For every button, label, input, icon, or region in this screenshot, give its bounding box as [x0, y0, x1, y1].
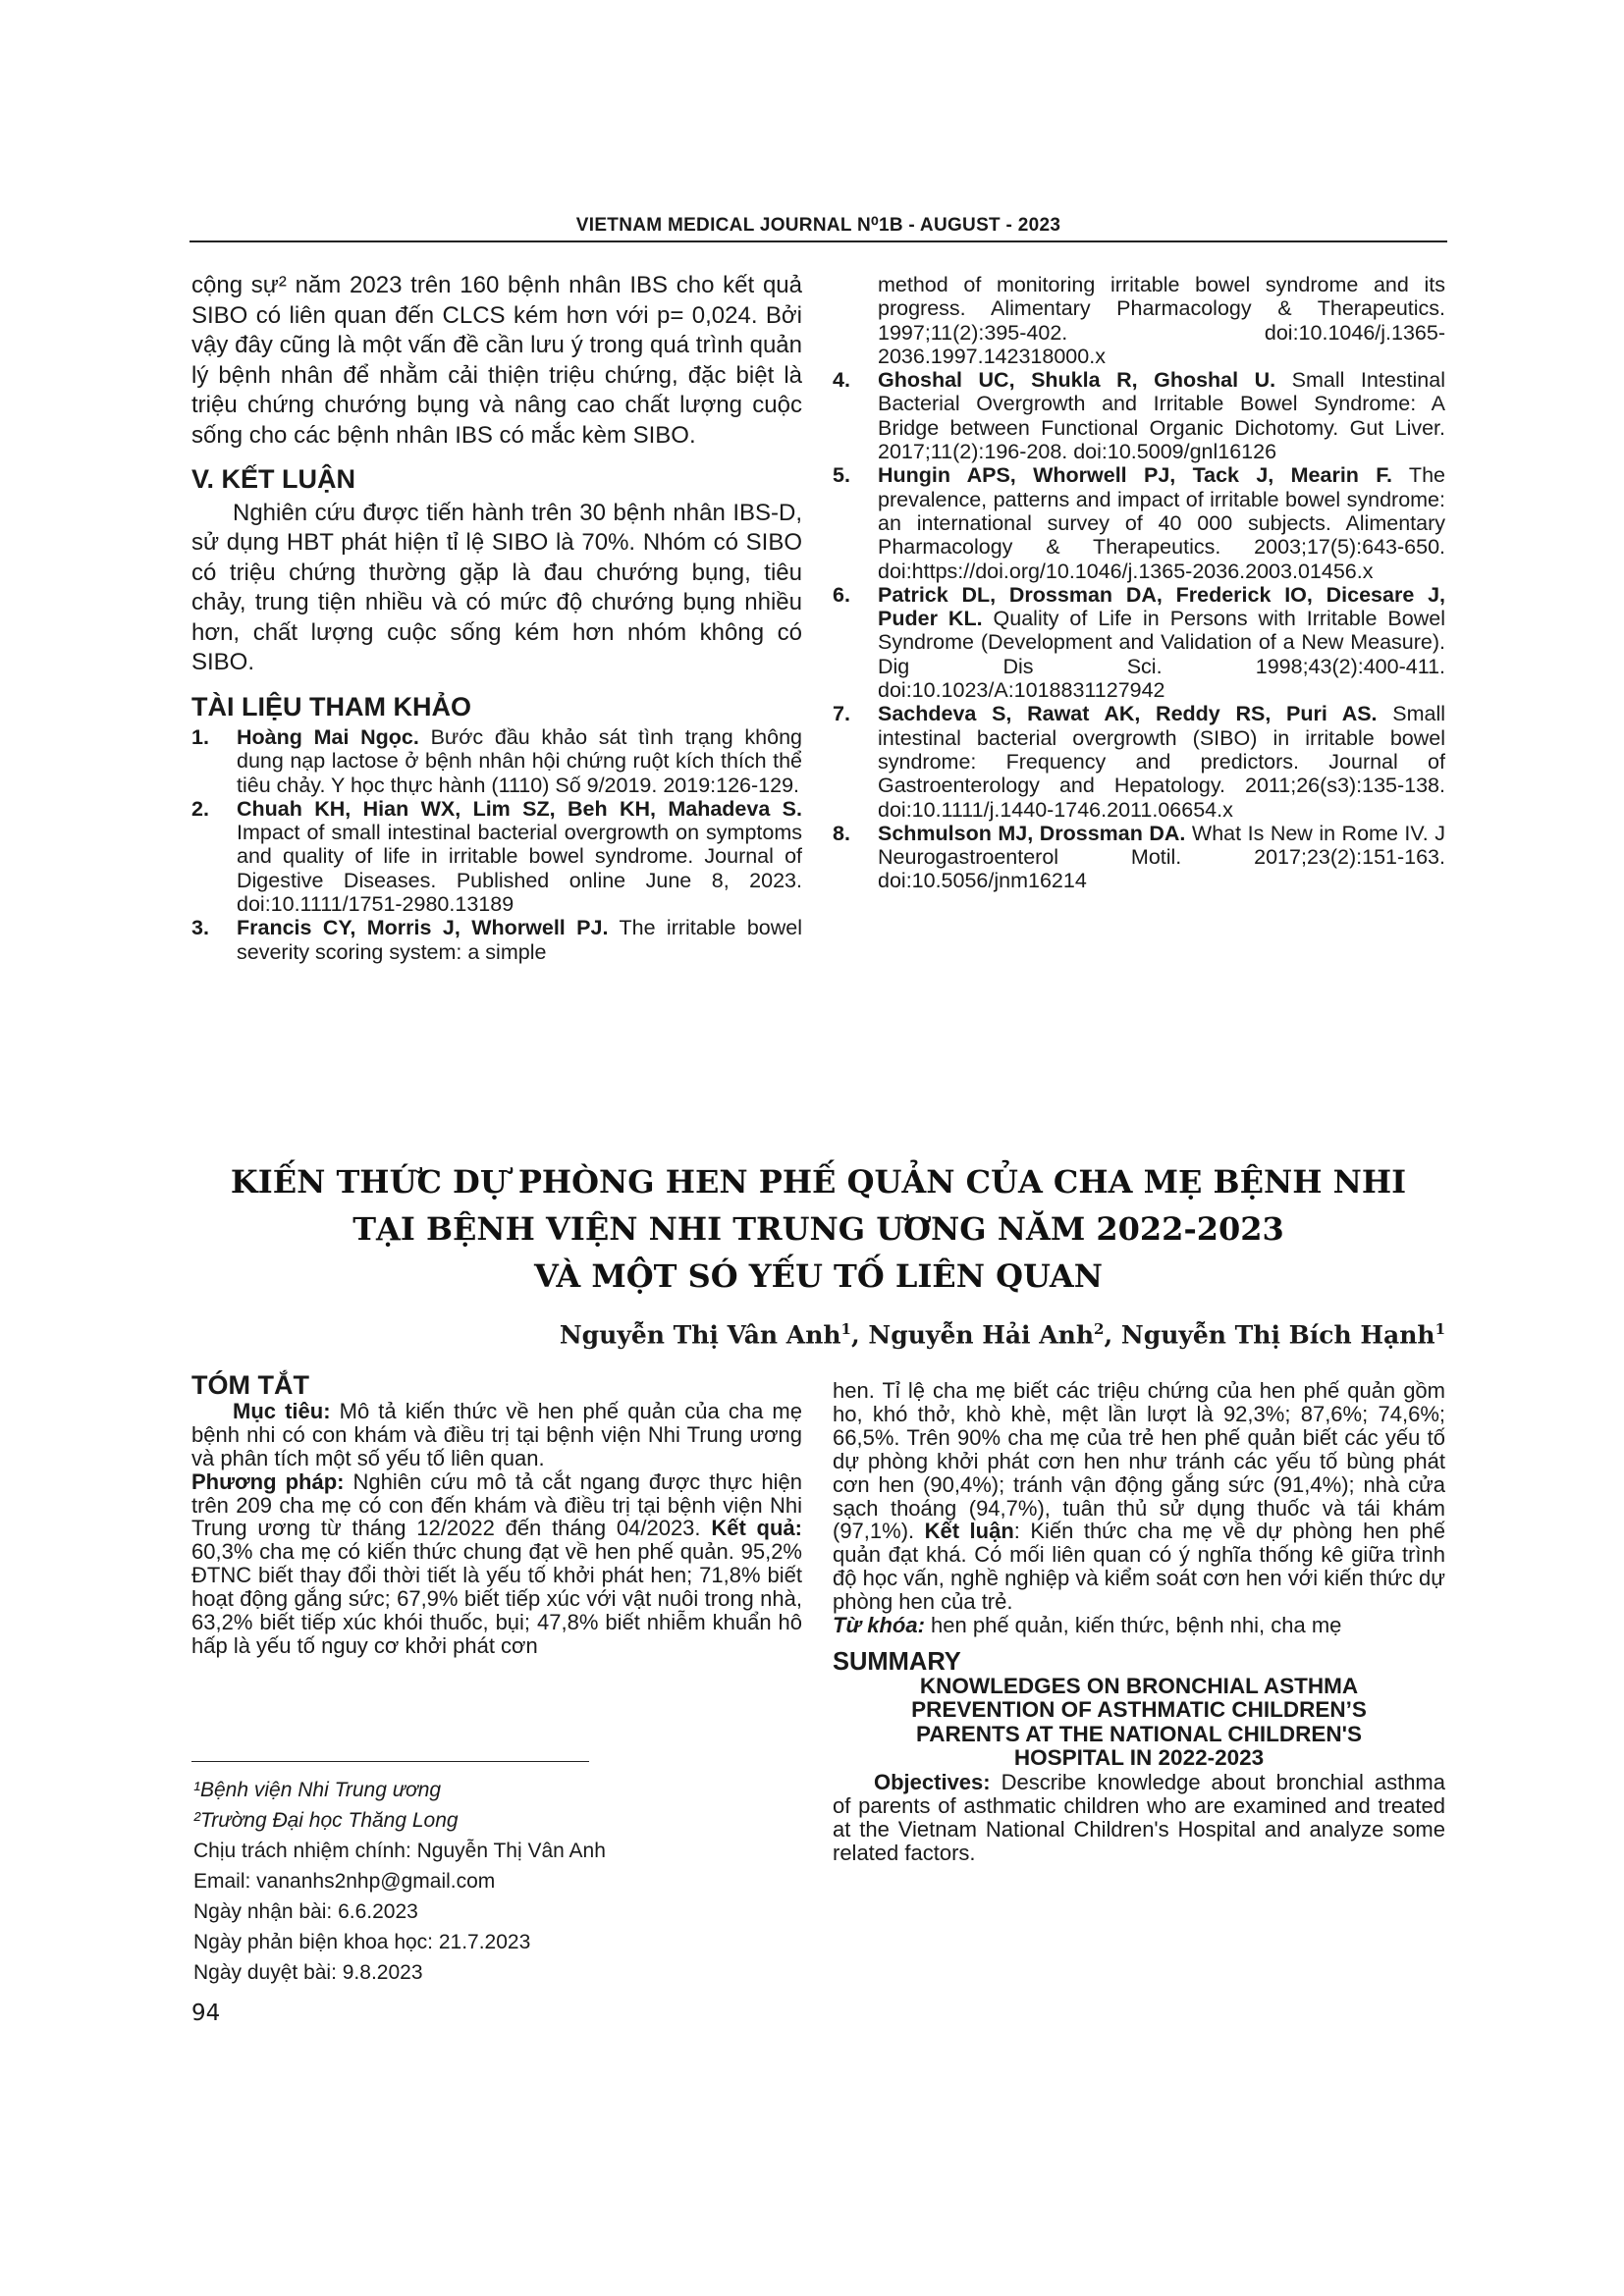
page-number: 94	[191, 2001, 221, 2026]
reference-number: 2.	[191, 796, 209, 821]
keywords	[833, 1614, 1445, 1637]
reference-text: Small intestinal bacterial overgrowth (SIBO) in irritable bowel syndrome: Frequency and predictors. Journal of Gastroenterology and Hepatology. 2011;26(s3):135-138. doi:10.1111/j.1440-1746.2011.06654.x	[878, 702, 1446, 822]
reference-item	[833, 368, 1445, 463]
objectives-label: Objectives:	[874, 1769, 991, 1794]
article-title-line: KIẾN THỨC DỰ PHÒNG HEN PHẾ QUẢN CỦA CHA MẸ BỆNH NHI	[230, 1163, 1407, 1201]
affiliation-2: ²Trường Đại học Thăng Long	[193, 1809, 459, 1832]
reference-text: Bước đầu khảo sát tình trạng không dung nạp lactose ở bệnh nhân hội chứng ruột kích thích thể tiêu chảy. Y học thực hành (1110) Số 9/2019. 2019:126-129.	[237, 725, 802, 797]
abstract-paragraph	[191, 1400, 802, 1470]
summary-title-line: HOSPITAL IN 2022-2023	[1013, 1745, 1265, 1771]
article-title	[189, 1158, 1447, 1300]
reference-item	[191, 725, 802, 797]
date-received: Ngày nhận bài: 6.6.2023	[193, 1900, 418, 1923]
abstract-right	[833, 1379, 1445, 1865]
abstract-continued-text: hen. Tỉ lệ cha mẹ biết các triệu chứng của hen phế quản gồm ho, khó thở, khò khè, mệt lần lượt là 92,3%; 87,6%; 74,6%; 66,5%. Trên 90% cha mẹ của trẻ hen phế quản biết các yếu tố dự phòng khởi phát cơn hen như tránh các yếu tố bùng phát cơn hen (90,4%); tránh vận động gắng sức (91,4%); nhà cửa sạch thoáng (94,7%), tuân thủ sử dụng thuốc và tái khám (97,1%).	[833, 1378, 1445, 1544]
reference-item	[833, 463, 1445, 582]
reference-number: 8.	[833, 821, 850, 845]
contact-email: Email: vananhs2nhp@gmail.com	[193, 1870, 496, 1893]
article-title-line: TẠI BỆNH VIỆN NHI TRUNG ƯƠNG NĂM 2022-2023	[352, 1210, 1284, 1248]
conclusion-paragraph: Nghiên cứu được tiến hành trên 30 bệnh nhân IBS-D, sử dụng HBT phát hiện tỉ lệ SIBO là 70%. Nhóm có SIBO có triệu chứng thường gặp là đau chướng bụng, tiêu chảy, trung tiện nhiều và có mức độ chướng bụng nhiều hơn, chất lượng cuộc sống kém hơn nhóm không có SIBO.	[191, 499, 802, 675]
reference-list-left	[191, 725, 802, 964]
reference-item	[833, 702, 1445, 821]
abstract-conclusion-text: : Kiến thức cha mẹ về dự phòng hen phế quản đạt khá. Có mối liên quan có ý nghĩa thống kê giữa trình độ học vấn, nghề nghiệp và kiểm soát cơn hen với kiến thức dự phòng hen của trẻ.	[833, 1519, 1445, 1615]
summary-title	[833, 1675, 1445, 1771]
author-list	[560, 1320, 1445, 1349]
method-label: Phương pháp:	[191, 1468, 345, 1494]
reference-authors: Sachdeva S, Rawat AK, Reddy RS, Puri AS.	[878, 702, 1378, 726]
summary-paragraph	[833, 1771, 1445, 1865]
references-heading: TÀI LIỆU THAM KHẢO	[191, 691, 471, 721]
header-rule	[189, 240, 1447, 242]
reference-text: Small Intestinal Bacterial Overgrowth and Irritable Bowel Syndrome: A Bridge between Functional Organic Dichotomy. Gut Liver. 2017;11(2):196-208. doi:10.5009/gnl16126	[878, 368, 1445, 464]
reference-number: 7.	[833, 702, 850, 726]
reference-item	[833, 273, 1445, 368]
reference-number: 1.	[191, 725, 209, 749]
reference-text: The irritable bowel severity scoring system: a simple	[237, 916, 803, 964]
abstract-left	[191, 1370, 802, 1658]
responsible-author: Chịu trách nhiệm chính: Nguyễn Thị Vân Anh	[193, 1840, 606, 1862]
reference-text: Quality of Life in Persons with Irritable Bowel Syndrome (Development and Validation of a New Measure). Dig Dis Sci. 1998;43(2):400-411. doi:10.1023/A:1018831127942	[878, 607, 1445, 703]
article-title-line: VÀ MỘT SÓ YẾU TỐ LIÊN QUAN	[534, 1257, 1103, 1295]
summary-title-line: KNOWLEDGES ON BRONCHIAL ASTHMA	[919, 1673, 1359, 1698]
author-name: Nguyễn Thị Vân Anh	[559, 1320, 841, 1350]
author-separator: ,	[1104, 1320, 1121, 1350]
author-separator: ,	[850, 1320, 869, 1350]
reference-authors: Chuah KH, Hian WX, Lim SZ, Beh KH, Mahadeva S.	[237, 796, 802, 821]
reference-authors: Hungin APS, Whorwell PJ, Tack J, Mearin F.	[878, 463, 1392, 488]
date-reviewed: Ngày phản biện khoa học: 21.7.2023	[193, 1931, 531, 1953]
author-name: Nguyễn Hải Anh	[868, 1320, 1094, 1350]
result-text: 60,3% cha mẹ có kiến thức chung đạt về hen phế quản. 95,2% ĐTNC biết thay đổi thời tiết là yếu tố khởi phát hen; 71,8% biết hoạt động gắng sức; 67,9% biết tiếp xúc với vật nuôi trong nhà, 63,2% biết tiếp xúc khói thuốc, bụi; 47,8% biết nhiễm khuẩn hô hấp là yếu tố nguy cơ khởi phát cơn	[191, 1539, 802, 1658]
abstract-heading: TÓM TẮT	[191, 1370, 309, 1400]
reference-list-right	[833, 273, 1445, 893]
summary-title-line: PREVENTION OF ASTHMATIC CHILDREN’S	[911, 1697, 1367, 1723]
reference-item	[833, 822, 1445, 893]
reference-number: 3.	[191, 916, 209, 940]
footnote-rule	[191, 1761, 589, 1762]
result-label: Kết quả:	[711, 1516, 802, 1541]
reference-authors: Ghoshal UC, Shukla R, Ghoshal U.	[878, 368, 1276, 393]
author-name: Nguyễn Thị Bích Hạnh	[1120, 1320, 1435, 1350]
reference-authors: Schmulson MJ, Drossman DA.	[878, 821, 1186, 845]
reference-authors: Patrick DL, Drossman DA, Frederick IO, Dicesare J, Puder KL.	[878, 582, 1445, 631]
reference-number	[833, 273, 878, 368]
objective-label: Mục tiêu:	[233, 1398, 331, 1423]
reference-authors: Hoàng Mai Ngọc.	[237, 725, 419, 749]
reference-text: The prevalence, patterns and impact of irritable bowel syndrome: an international survey of 40 000 subjects. Alimentary Pharmacology & Therapeutics. 2003;17(5):643-650. doi:https://doi.org/10.1046/j.1365-2036.2003.01456.x	[878, 463, 1445, 583]
reference-authors: Francis CY, Morris J, Whorwell PJ.	[237, 916, 609, 940]
abstract-paragraph	[191, 1470, 802, 1658]
reference-number: 4.	[833, 368, 850, 393]
reference-item	[191, 916, 802, 964]
reference-text: What Is New in Rome IV. J Neurogastroenterol Motil. 2017;23(2):151-163. doi:10.5056/jnm16214	[878, 821, 1445, 893]
left-column-top	[191, 271, 802, 964]
reference-number: 5.	[833, 463, 850, 488]
affiliation-1: ¹Bệnh viện Nhi Trung ương	[193, 1779, 442, 1801]
summary-heading: SUMMARY	[833, 1647, 961, 1676]
author-affiliation-mark: 1	[1435, 1320, 1445, 1338]
reference-item	[191, 797, 802, 916]
author-affiliation-mark: 2	[1094, 1320, 1105, 1338]
abstract-paragraph	[833, 1379, 1445, 1614]
date-accepted: Ngày duyệt bài: 9.8.2023	[193, 1961, 423, 1984]
reference-text: Impact of small intestinal bacterial overgrowth on symptoms and quality of life in irritable bowel syndrome. Journal of Digestive Diseases. Published online June 8, 2023. doi:10.1111/1751-2980.13189	[237, 821, 802, 917]
summary-title-line: PARENTS AT THE NATIONAL CHILDREN'S	[915, 1721, 1363, 1746]
reference-number: 6.	[833, 582, 850, 607]
conclusion-heading: V. KẾT LUẬN	[191, 464, 356, 494]
method-text: Nghiên cứu mô tả cắt ngang được thực hiện trên 209 cha mẹ có con đến khám và điều trị tại bệnh viện Nhi Trung ương từ tháng 12/2022 đến tháng 04/2023.	[191, 1468, 802, 1541]
objectives-text: Describe knowledge about bronchial asthma of parents of asthmatic children who are examined and treated at the Vietnam National Children's Hospital and analyze some related factors.	[833, 1769, 1445, 1865]
reference-item	[833, 583, 1445, 702]
author-affiliation-mark: 1	[840, 1320, 851, 1338]
objective-text: Mô tả kiến thức về hen phế quản của cha mẹ bệnh nhi có con khám và điều trị tại bệnh viện Nhi Trung ương và phân tích một số yếu tố liên quan.	[191, 1398, 802, 1470]
conclusion-label: Kết luận	[924, 1519, 1014, 1544]
discussion-paragraph: cộng sự² năm 2023 trên 160 bệnh nhân IBS cho kết quả SIBO có liên quan đến CLCS kém hơn với p= 0,024. Bởi vậy đây cũng là một vấn đề cần lưu ý trong quá trình quản lý bệnh nhân để nhằm cải thiện triệu chứng, đặc biệt là triệu chứng chướng bụng và nâng cao chất lượng cuộc sống cho các bệnh nhân IBS có mắc kèm SIBO.	[191, 272, 802, 449]
running-header: VIETNAM MEDICAL JOURNAL N⁰1B - AUGUST - 2023	[575, 215, 1061, 236]
keywords-text: hen phế quản, kiến thức, bệnh nhi, cha mẹ	[924, 1613, 1342, 1638]
footnotes	[193, 1775, 606, 1988]
reference-text: method of monitoring irritable bowel syndrome and its progress. Alimentary Pharmacology & Therapeutics. 1997;11(2):395-402. doi:10.1046/j.1365-2036.1997.142318000.x	[878, 273, 1445, 368]
keywords-label: Từ khóa:	[833, 1613, 925, 1638]
